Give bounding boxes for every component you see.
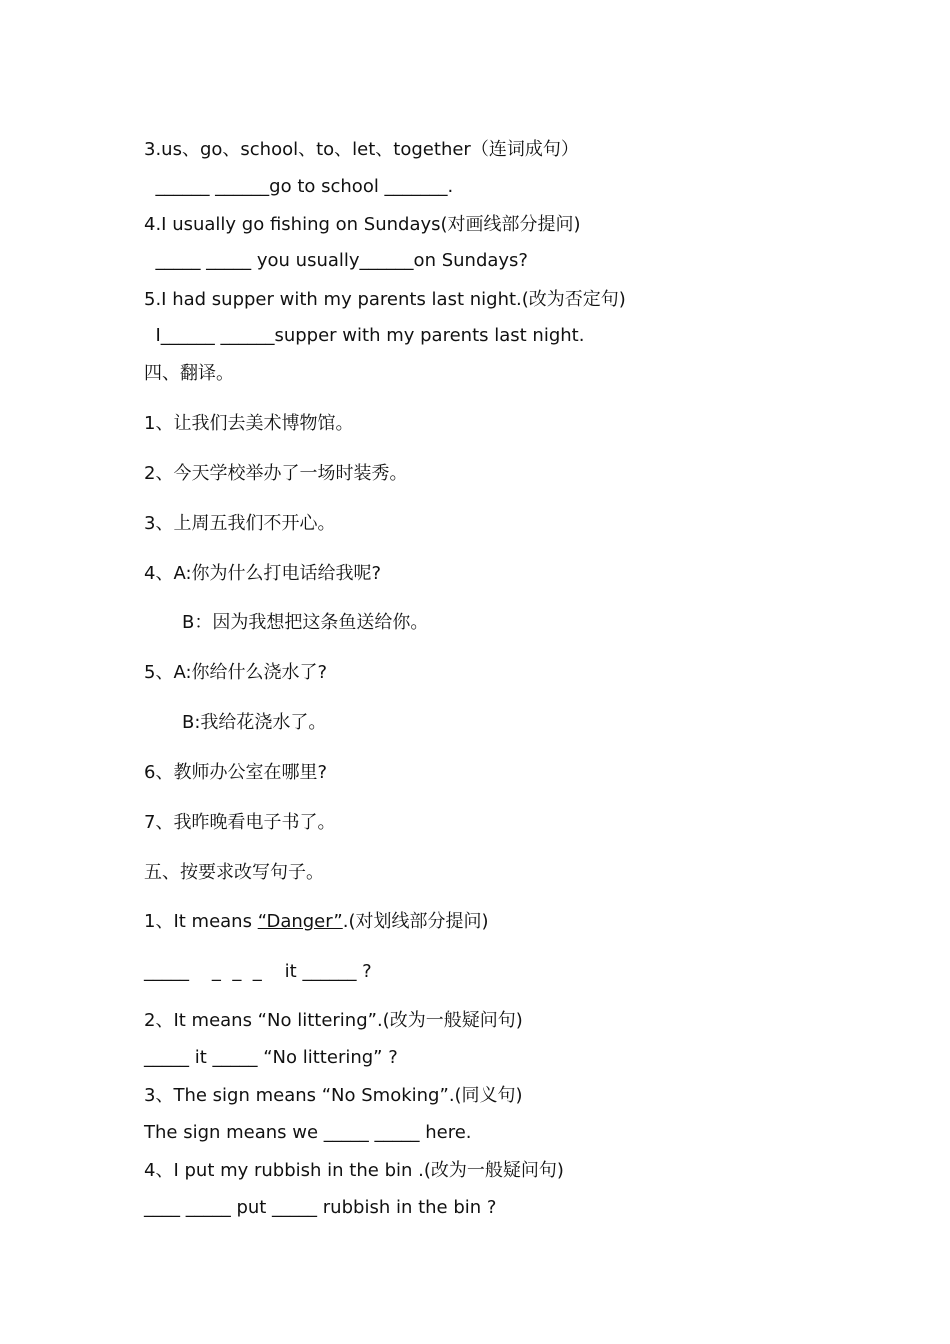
translation-item-5b: B:我给花浇水了。 — [182, 712, 327, 733]
question-4-answer: _____ _____ you usually______on Sundays? — [144, 250, 528, 271]
rewrite-question-3-text: 3、The sign means “No Smoking”.(同义句) — [144, 1085, 523, 1106]
rewrite-question-1-prefix: 1、It means — [144, 911, 258, 932]
question-3-text: 3.us、go、school、to、let、together（连词成句） — [144, 139, 579, 160]
rewrite-question-1-suffix: .(对划线部分提问) — [342, 911, 489, 932]
question-5-text: 5.I had supper with my parents last night.(改为否定句) — [144, 289, 626, 310]
translation-item-4b: B：因为我想把这条鱼送给你。 — [182, 612, 429, 633]
translation-item-7: 7、我昨晚看电子书了。 — [144, 812, 336, 833]
rewrite-question-3-answer: The sign means we _____ _____ here. — [144, 1122, 472, 1143]
translation-item-6: 6、教师办公室在哪里? — [144, 762, 328, 783]
translation-item-4a: 4、A:你为什么打电话给我呢? — [144, 563, 382, 584]
section-5-heading: 五、按要求改写句子。 — [144, 862, 324, 883]
question-3-answer: ______ ______go to school _______. — [144, 176, 454, 197]
rewrite-question-1-answer: _____ _ _ _ it ______ ? — [144, 961, 372, 982]
translation-item-3: 3、上周五我们不开心。 — [144, 513, 336, 534]
rewrite-question-2-text: 2、It means “No littering”.(改为一般疑问句) — [144, 1010, 523, 1031]
rewrite-question-1-text — [144, 910, 489, 934]
section-4-heading: 四、翻译。 — [144, 363, 234, 384]
question-4-text: 4.I usually go fishing on Sundays(对画线部分提问) — [144, 214, 581, 235]
translation-item-2: 2、今天学校举办了一场时装秀。 — [144, 463, 408, 484]
translation-item-5a: 5、A:你给什么浇水了? — [144, 662, 328, 683]
rewrite-question-2-answer: _____ it _____ “No littering” ? — [144, 1047, 398, 1068]
rewrite-question-4-answer: ____ _____ put _____ rubbish in the bin ? — [144, 1197, 497, 1218]
question-5-answer: I______ ______supper with my parents last night. — [144, 325, 585, 346]
translation-item-1: 1、让我们去美术博物馆。 — [144, 413, 354, 434]
underlined-phrase: “Danger” — [257, 911, 343, 932]
rewrite-question-4-text: 4、I put my rubbish in the bin .(改为一般疑问句) — [144, 1160, 564, 1181]
